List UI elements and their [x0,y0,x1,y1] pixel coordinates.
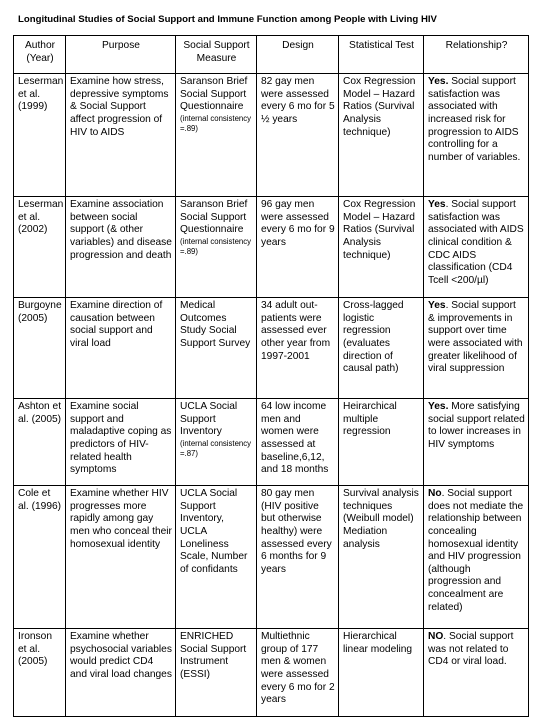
measure-cell: Medical Outcomes Study Social Support Survey [176,298,257,399]
table-header-row [14,36,529,74]
measure-note: (internal consistency =.89) [180,113,252,133]
purpose-cell: Examine association between social support (& other variables) and disease progression and death [66,197,176,298]
measure-note: (internal consistency =.87) [180,438,252,458]
design-cell: 80 gay men (HIV positive but otherwise healthy) were assessed every 6 months for 9 years [257,486,339,629]
measure-cell [176,74,257,197]
purpose-cell: Examine social support and maladaptive coping as predictors of HIV-related health symptoms [66,399,176,486]
header-author: Author (Year) [14,36,66,74]
author-cell: Leserman et al. (2002) [14,197,66,298]
verdict: No [428,488,442,500]
header-purpose: Purpose [66,36,176,74]
verdict: Yes. [428,401,449,413]
table-row [14,298,529,399]
design-cell: 64 low income men and women were assessed at baseline,6,12, and 18 months [257,399,339,486]
document-title: Longitudinal Studies of Social Support and Immune Function among People with Living HIV [18,14,437,25]
author-cell: Ashton et al. (2005) [14,399,66,486]
relationship-cell [424,629,529,717]
measure-text: Saranson Brief Social Support Questionnaire [180,199,248,236]
table-row [14,486,529,629]
header-relationship: Relationship? [424,36,529,74]
purpose-cell: Examine whether psychosocial variables would predict CD4 and viral load changes [66,629,176,717]
table-row [14,399,529,486]
test-cell: Cox Regression Model – Hazard Ratios (Survival Analysis technique) [339,74,424,197]
measure-cell [176,399,257,486]
test-cell: Heirarchical multiple regression [339,399,424,486]
table-row [14,629,529,717]
measure-cell: UCLA Social Support Inventory, UCLA Loneliness Scale, Number of confidants [176,486,257,629]
header-test: Statistical Test [339,36,424,74]
header-measure: Social Support Measure [176,36,257,74]
relationship-cell [424,74,529,197]
measure-note: (internal consistency =.89) [180,236,252,256]
purpose-cell: Examine direction of causation between social support and viral load [66,298,176,399]
design-cell: 96 gay men were assessed every 6 mo for 9 years [257,197,339,298]
design-cell: Multiethnic group of 177 men & women were assessed every 6 mo for 2 years [257,629,339,717]
relationship-cell [424,486,529,629]
verdict: NO [428,631,444,643]
purpose-cell: Examine whether HIV progresses more rapidly among gay men who conceal their homosexual identity [66,486,176,629]
relationship-text: . Social support does not mediate the relationship between concealing homosexual identity and HIV progression (although progression and concealment are related) [428,488,524,613]
relationship-text: Social support satisfaction was associated with increased risk for progression to AIDS controlling for a number of variables. [428,76,521,163]
purpose-cell: Examine how stress, depressive symptoms & Social Support affect progression of HIV to AIDS [66,74,176,197]
design-cell: 34 adult out-patients were assessed ever other year from 1997-2001 [257,298,339,399]
test-cell: Cox Regression Model – Hazard Ratios (Survival Analysis technique) [339,197,424,298]
relationship-cell [424,197,529,298]
table-row [14,74,529,197]
test-cell: Hierarchical linear modeling [339,629,424,717]
header-design: Design [257,36,339,74]
verdict: Yes [428,300,446,312]
verdict: Yes [428,199,446,211]
relationship-cell [424,399,529,486]
author-cell: Burgoyne (2005) [14,298,66,399]
table-row [14,197,529,298]
author-cell: Cole et al. (1996) [14,486,66,629]
author-cell: Ironson et al. (2005) [14,629,66,717]
test-cell: Cross-lagged logistic regression (evaluates direction of causal path) [339,298,424,399]
relationship-cell [424,298,529,399]
relationship-text: . Social support was not related to CD4 or viral load. [428,631,514,668]
measure-text: UCLA Social Support Inventory [180,401,238,438]
relationship-text: . Social support satisfaction was associated with AIDS clinical condition & CDC AIDS classification (CD4 Tcell <200/µl) [428,199,524,286]
relationship-text: . Social support & improvements in support over time were associated with greater likelihood of viral suppression [428,300,523,375]
measure-cell: ENRICHED Social Support Instrument (ESSI) [176,629,257,717]
measure-cell [176,197,257,298]
author-cell: Leserman et al. (1999) [14,74,66,197]
verdict: Yes. [428,76,449,88]
studies-table [13,35,529,717]
design-cell: 82 gay men were assessed every 6 mo for 5 ½ years [257,74,339,197]
relationship-text: More satisfying social support related to lower increases in HIV symptoms [428,401,525,450]
measure-text: Saranson Brief Social Support Questionnaire [180,76,248,113]
test-cell: Survival analysis techniques (Weibull model) Mediation analysis [339,486,424,629]
